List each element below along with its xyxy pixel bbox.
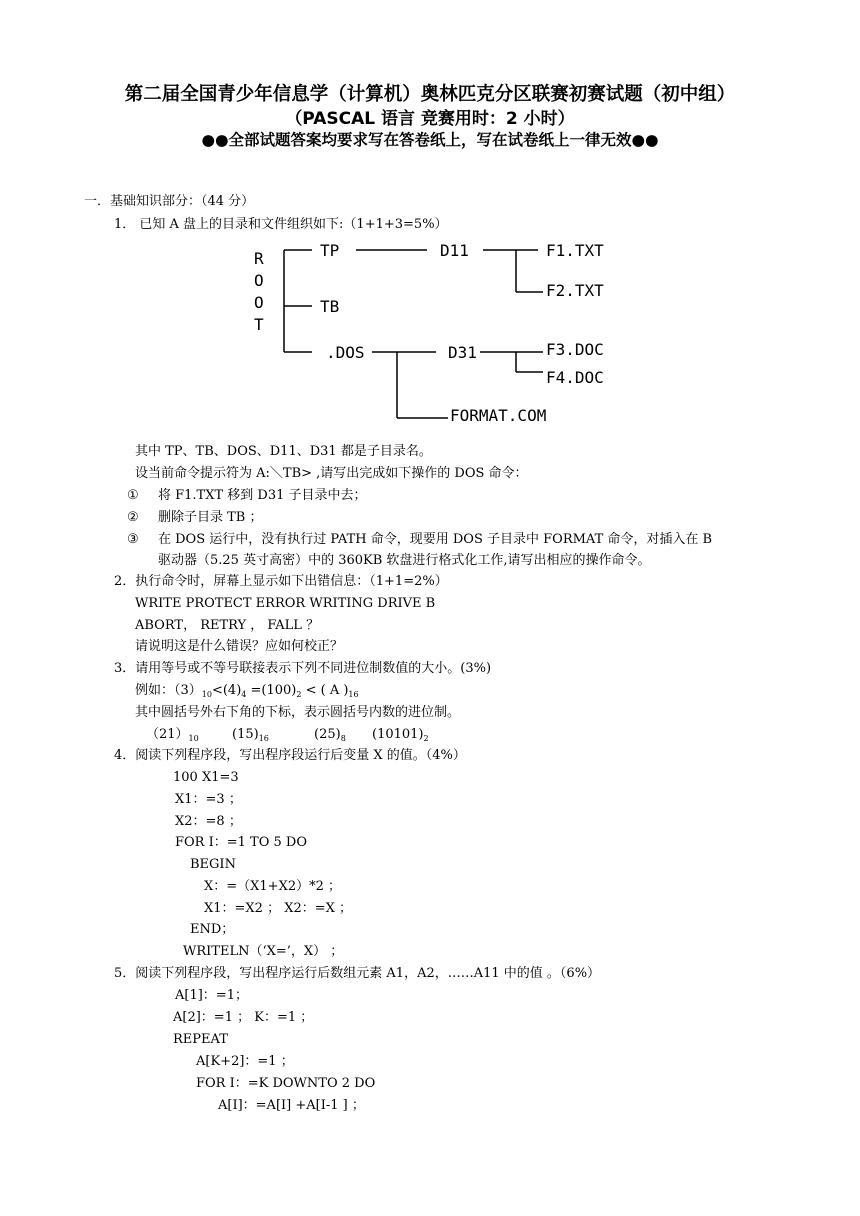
q1-prompt: 1． 已知 A 盘上的目录和文件组织如下:（1+1+3=5%） — [114, 217, 448, 232]
radix-subscript: 8 — [340, 734, 346, 743]
code-line: FOR I：=K DOWNTO 2 DO — [196, 1076, 376, 1091]
radix-subscript: 16 — [348, 690, 359, 699]
code-line: END； — [190, 922, 235, 937]
q2-question: 请说明这是什么错误？应如何校正？ — [135, 639, 344, 654]
file-f3: F3.DOC — [546, 340, 604, 359]
q3-prompt: 3．请用等号或不等号联接表示下列不同进位制数值的大小。(3%) — [114, 661, 492, 676]
q3-example-text: < ( A ) — [301, 683, 349, 698]
q5-prompt: 5．阅读下列程序段，写出程序运行后数组元素 A1，A2，……A11 中的值 。（6%） — [114, 966, 601, 981]
code-line: REPEAT — [173, 1032, 228, 1047]
exam-subtitle: （PASCAL 语言 竞赛用时：2 小时） — [285, 109, 575, 129]
q2-error-options: ABORT， RETRY ， FALL ？ — [135, 618, 320, 633]
q1-item-text: 在 DOS 运行中，没有执行过 PATH 命令，现要用 DOS 子目录中 FORMAT 命令，对插入在 B — [158, 532, 713, 547]
q3-number — [314, 726, 346, 748]
root-letter: T — [254, 315, 264, 334]
q3-number-value: (25) — [314, 727, 341, 742]
code-line: X1：=X2 ； X2：=X ； — [204, 901, 353, 916]
code-line: X：=（X1+X2）*2 ； — [204, 879, 341, 894]
code-line: FOR I：=1 TO 5 DO — [175, 835, 307, 850]
q1-item-text: 删除子目录 TB ； — [158, 510, 263, 525]
file-f1: F1.TXT — [546, 241, 604, 260]
file-f2: F2.TXT — [546, 281, 604, 300]
radix-subscript: 4 — [241, 690, 247, 699]
exam-title: 第二届全国青少年信息学（计算机）奥林匹克分区联赛初赛试题（初中组） — [124, 84, 736, 105]
q1-note-subdirs: 其中 TP、TB、DOS、D11、D31 都是子目录名。 — [135, 444, 432, 459]
radix-subscript: 2 — [296, 690, 302, 699]
radix-subscript: 10 — [201, 690, 212, 699]
radix-subscript: 2 — [423, 734, 429, 743]
section-heading: 一．基础知识部分：（44 分） — [84, 194, 255, 209]
radix-subscript: 16 — [258, 734, 269, 743]
q1-item-text: 将 F1.TXT 移到 D31 子目录中去； — [158, 488, 367, 503]
q2-prompt: 2．执行命令时，屏幕上显示如下出错信息：（1+1=2%） — [114, 574, 448, 589]
q2-error-message: WRITE PROTECT ERROR WRITING DRIVE B — [135, 596, 436, 611]
dir-dos: .DOS — [326, 343, 365, 362]
code-line: X1：=3 ； — [175, 792, 242, 807]
q3-example-text: <(4) — [211, 683, 242, 698]
exam-notice: ●●全部试题答案均要求写在答卷纸上，写在试卷纸上一律无效●● — [201, 131, 659, 149]
code-line: BEGIN — [190, 857, 236, 872]
dir-tp: TP — [320, 241, 340, 260]
code-line: X2：=8 ； — [175, 814, 242, 829]
directory-tree-diagram — [250, 238, 610, 428]
dir-tb: TB — [320, 297, 340, 316]
file-f4: F4.DOC — [546, 368, 604, 387]
q3-number — [146, 726, 199, 748]
root-letter: O — [254, 271, 264, 290]
q3-number-value: (15) — [232, 727, 259, 742]
code-line: A[I]：=A[I] +A[I-1 ] ； — [218, 1098, 365, 1113]
root-letter: O — [254, 293, 264, 312]
file-format: FORMAT.COM — [450, 406, 547, 425]
root-letter: R — [254, 249, 264, 268]
q3-number — [232, 726, 269, 748]
q3-number-value: (10101) — [372, 727, 424, 742]
code-line: 100 X1=3 — [173, 770, 239, 785]
code-line: A[1]：=1； — [175, 988, 248, 1003]
tree-lines — [284, 250, 543, 418]
q1-note-prompt: 设当前命令提示符为 A:＼TB> ,请写出完成如下操作的 DOS 命令： — [135, 466, 528, 481]
code-line: A[2]：=1 ； K：=1 ； — [173, 1010, 314, 1025]
dir-d31: D31 — [448, 343, 477, 362]
code-line: WRITELN（‘X=’，X） ； — [183, 944, 344, 959]
q3-example-text: 例如：（3） — [135, 683, 202, 698]
q1-item-number: ① — [127, 488, 139, 503]
code-line: A[K+2]：=1 ； — [196, 1054, 294, 1069]
q3-example — [135, 682, 359, 704]
q3-note: 其中圆括号外右下角的下标，表示圆括号内数的进位制。 — [135, 705, 461, 720]
q3-number-value: （21） — [146, 727, 189, 742]
q1-item-number: ③ — [127, 532, 139, 547]
q4-prompt: 4．阅读下列程序段，写出程序段运行后变量 X 的值。（4%） — [114, 748, 466, 763]
dir-d11: D11 — [440, 241, 469, 260]
q3-number — [372, 726, 429, 748]
q3-example-text: =(100) — [246, 683, 297, 698]
q1-item-number: ② — [127, 510, 139, 525]
q1-item-text-continued: 驱动器（5.25 英寸高密）中的 360KB 软盘进行格式化工作,请写出相应的操作命令。 — [158, 553, 651, 568]
radix-subscript: 10 — [188, 734, 199, 743]
